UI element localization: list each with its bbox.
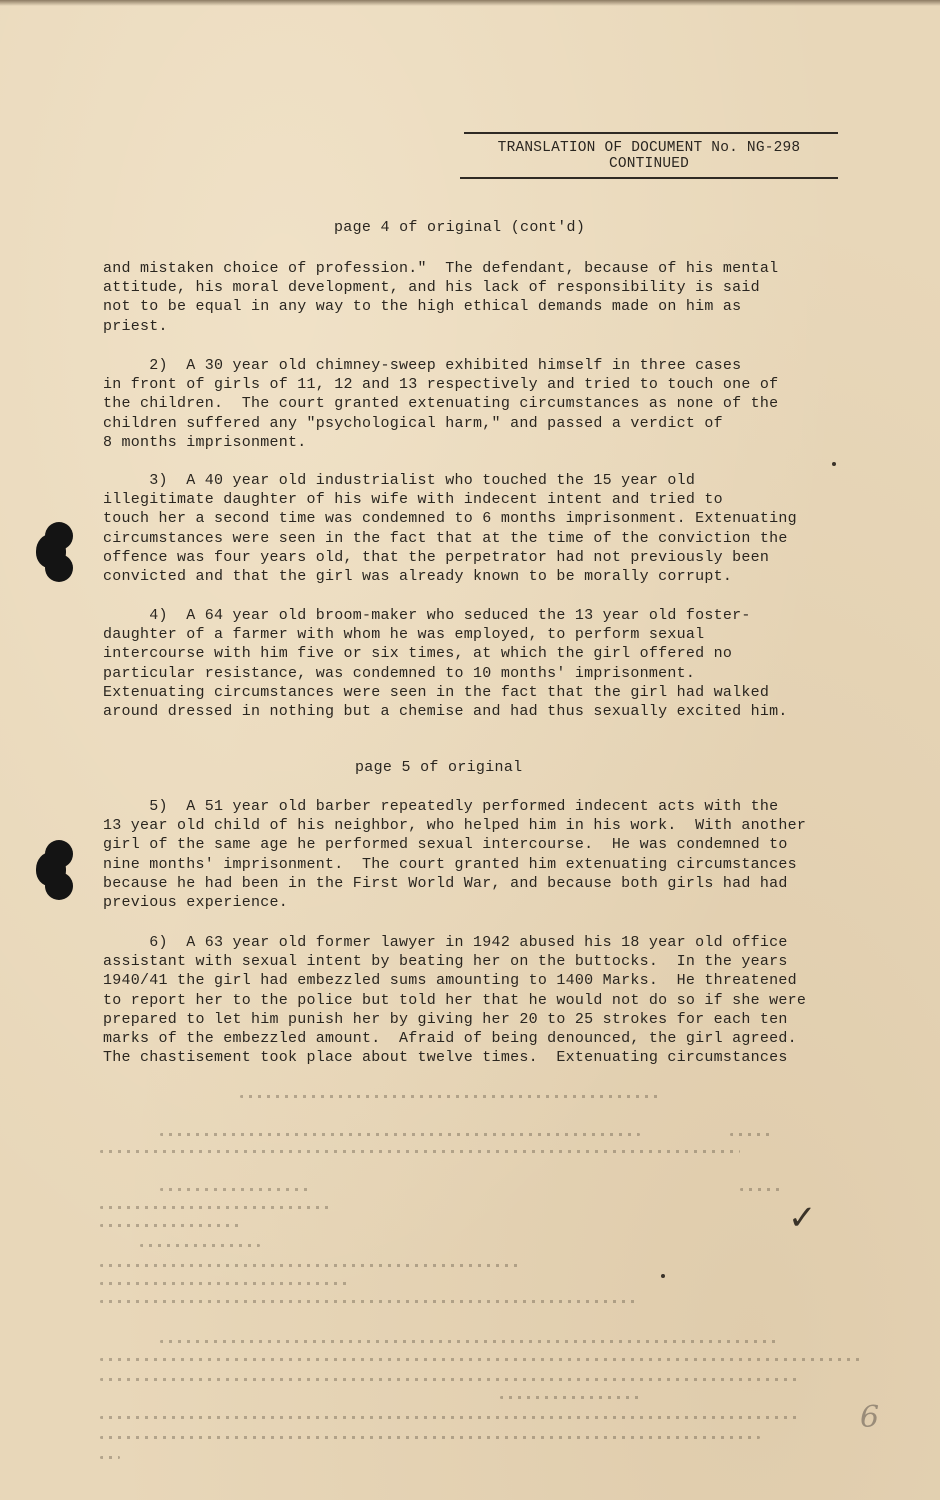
paragraph-intro <box>103 259 778 336</box>
text-line: intercourse with him five or six times, at which the girl offered no <box>103 645 733 663</box>
text-line: 13 year old child of his neighbor, who helped him in his work. With another <box>103 817 807 835</box>
text-line: circumstances were seen in the fact that at the time of the conviction the <box>103 529 788 547</box>
header-subtitle: CONTINUED <box>608 156 690 172</box>
faded-line <box>160 1340 780 1343</box>
faded-bleedthrough-area <box>100 1088 860 1478</box>
faded-line <box>100 1150 740 1153</box>
faded-line <box>730 1133 770 1136</box>
text-line: convicted and that the girl was already known to be morally corrupt. <box>103 568 733 586</box>
ink-dot <box>661 1274 665 1278</box>
text-line: previous experience. <box>103 894 289 912</box>
faded-line <box>100 1264 520 1267</box>
text-line: to report her to the police but told her that he would not do so if she were <box>103 991 807 1009</box>
translation-header <box>460 132 838 179</box>
faded-line <box>100 1378 800 1381</box>
text-line: 3) A 40 year old industrialist who touched the 15 year old <box>103 472 696 489</box>
text-line: daughter of a farmer with whom he was employed, to perform sexual <box>103 626 705 644</box>
text-line: 6) A 63 year old former lawyer in 1942 abused his 18 year old office <box>103 934 788 951</box>
page-top-edge <box>0 0 940 6</box>
text-line: in front of girls of 11, 12 and 13 respectively and tried to touch one of <box>103 376 779 394</box>
text-line: and mistaken choice of profession." The defendant, because of his mental <box>103 260 779 277</box>
text-line: 1940/41 the girl had embezzled sums amounting to 1400 Marks. He threatened <box>103 972 797 990</box>
faded-line <box>240 1095 660 1098</box>
faded-line <box>140 1244 260 1247</box>
text-line: 2) A 30 year old chimney-sweep exhibited himself in three cases <box>103 357 742 374</box>
text-line: children suffered any "psychological harm," and passed a verdict of <box>103 414 723 432</box>
faded-line <box>100 1224 240 1227</box>
header-text <box>460 134 838 177</box>
text-line: marks of the embezzled amount. Afraid of being denounced, the girl agreed. <box>103 1030 797 1048</box>
faded-line <box>160 1188 310 1191</box>
faded-line <box>100 1436 760 1439</box>
paragraph-case-4 <box>103 606 788 721</box>
text-line: particular resistance, was condemned to 10 months' imprisonment. <box>103 664 696 682</box>
ink-dot <box>832 462 836 466</box>
text-line: girl of the same age he performed sexual intercourse. He was condemned to <box>103 836 788 854</box>
paragraph-case-3 <box>103 471 797 586</box>
binder-hole-lower <box>36 852 66 886</box>
text-line: offence was four years old, that the perpetrator had not previously been <box>103 548 770 566</box>
faded-line <box>100 1358 860 1361</box>
faded-line <box>160 1133 640 1136</box>
faded-line <box>740 1188 780 1191</box>
section-heading-page4: page 4 of original (cont'd) <box>334 219 586 236</box>
text-line: 8 months imprisonment. <box>103 433 307 451</box>
text-line: touch her a second time was condemned to 6 months imprisonment. Extenuating <box>103 510 797 528</box>
header-rule-bottom <box>460 177 838 179</box>
header-title: TRANSLATION OF DOCUMENT No. NG-298 <box>497 140 801 156</box>
text-line: Extenuating circumstances were seen in the fact that the girl had walked <box>103 683 770 701</box>
text-line: nine months' imprisonment. The court granted him extenuating circumstances <box>103 855 797 873</box>
text-line: attitude, his moral development, and his lack of responsibility is said <box>103 279 760 297</box>
faded-line <box>500 1396 640 1399</box>
text-line: assistant with sexual intent by beating her on the buttocks. In the years <box>103 953 788 971</box>
text-line: prepared to let him punish her by giving her 20 to 25 strokes for each ten <box>103 1010 788 1028</box>
text-line: The chastisement took place about twelve times. Extenuating circumstances <box>103 1049 788 1067</box>
paragraph-case-6 <box>103 933 806 1067</box>
faded-line <box>100 1206 330 1209</box>
faded-line <box>100 1300 640 1303</box>
faded-line <box>100 1416 800 1419</box>
faded-line <box>100 1456 120 1459</box>
paragraph-case-5 <box>103 797 806 912</box>
text-line: priest. <box>103 317 168 335</box>
text-line: not to be equal in any way to the high ethical demands made on him as <box>103 298 742 316</box>
text-line: because he had been in the First World War, and because both girls had had <box>103 874 788 892</box>
handwritten-check-mark: ✓ <box>788 1198 817 1238</box>
text-line: around dressed in nothing but a chemise and had thus sexually excited him. <box>103 703 788 721</box>
binder-hole-upper <box>36 534 66 568</box>
text-line: 4) A 64 year old broom-maker who seduced the 13 year old foster- <box>103 607 751 624</box>
section-heading-page5: page 5 of original <box>355 759 523 776</box>
text-line: illegitimate daughter of his wife with indecent intent and tried to <box>103 491 723 509</box>
handwritten-page-number: 6 <box>860 1400 880 1435</box>
text-line: the children. The court granted extenuating circumstances as none of the <box>103 395 779 413</box>
paragraph-case-2 <box>103 356 778 452</box>
faded-line <box>100 1282 350 1285</box>
text-line: 5) A 51 year old barber repeatedly performed indecent acts with the <box>103 798 779 815</box>
